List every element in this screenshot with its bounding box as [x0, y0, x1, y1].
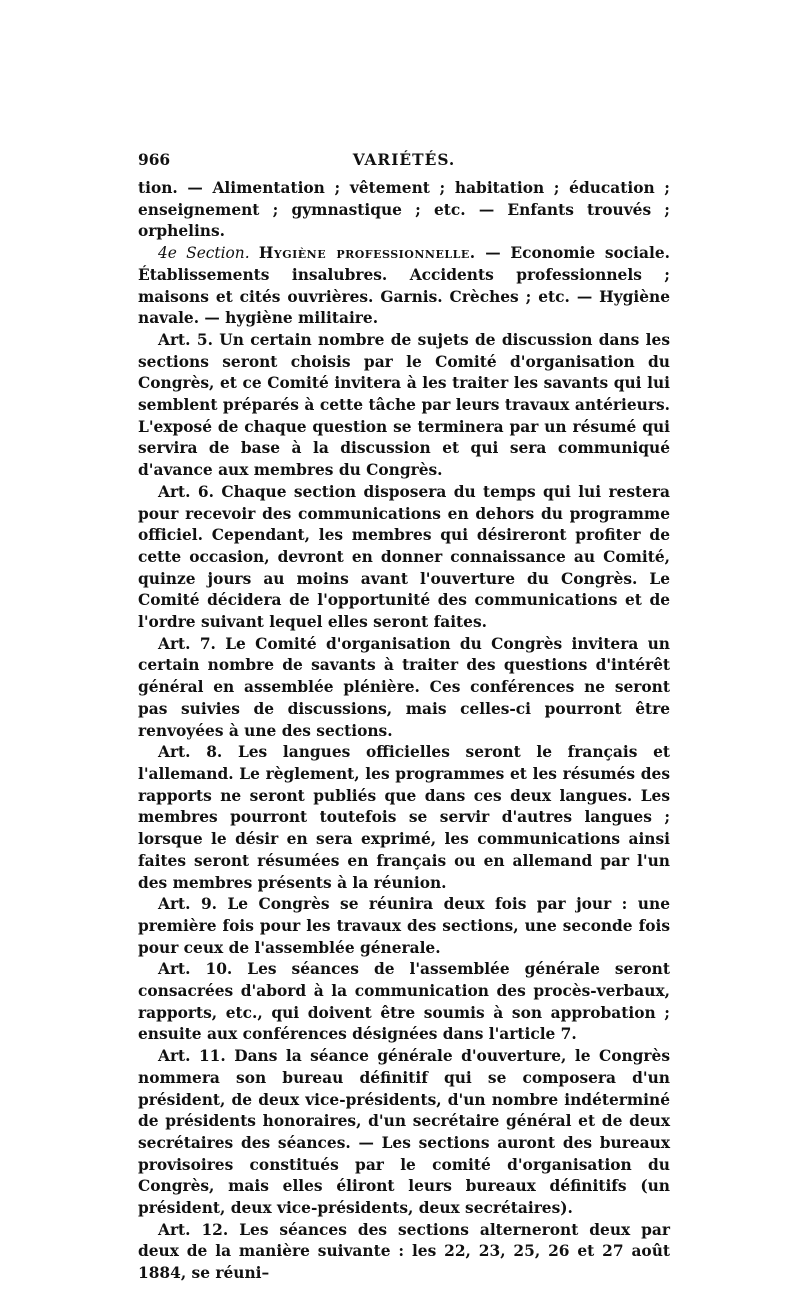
paragraph-text: Le Comité d'organisation du Congrès invitera un certain nombre de savants à traiter des questions d'intérêt général en assemblée plénière. Ces conférences ne seront pas suivies de discussions, mais celles-ci pourront être renvoyées à une des sections.	[138, 634, 670, 740]
paragraph-text: Chaque section disposera du temps qui lui restera pour recevoir des communications en dehors du programme officiel. Cependant, les membres qui désireront profiter de cette occasion, devront en donner connaissance au Comité, quinze jours au moins avant l'ouverture du Congrès. Le Comité décidera de l'opportunité des communications et de l'ordre suivant lequel elles seront faites.	[138, 482, 670, 632]
paragraph-text: Le Congrès se réunira deux fois par jour : une première fois pour les travaux des sections, une seconde fois pour ceux de l'assemblée génerale.	[138, 895, 670, 957]
article-label: Art. 10.	[158, 960, 248, 979]
paragraph-text: Les séances de l'assemblée générale seront consacrées d'abord à la communication des procès-verbaux, rapports, etc., qui doivent être soumis à son approbation ; ensuite aux conférences désignées dans l'article 7.	[138, 960, 670, 1044]
paragraph-article-8	[138, 742, 670, 894]
page-body	[138, 178, 670, 1285]
paragraph-article-11	[138, 1046, 670, 1220]
paragraph-article-6	[138, 482, 670, 634]
running-title: VARIÉTÉS.	[352, 151, 456, 169]
paragraph-section-4	[138, 243, 670, 330]
running-head	[138, 150, 670, 178]
article-label: Art. 6.	[158, 482, 222, 501]
article-label: Art. 8.	[158, 743, 238, 762]
section-title: Hygiène professionnelle.	[258, 244, 476, 263]
paragraph-article-10	[138, 959, 670, 1046]
paragraph-text: Les langues officielles seront le français et l'allemand. Le règlement, les programmes et les résumés des rapports ne seront publiés que dans ces deux langues. Les membres pourront toutefois se servir d'autres langues ; lorsque le désir en sera exprimé, les communications ainsi faites seront résumées en français ou en allemand par l'un des membres présents à la réunion.	[138, 743, 670, 892]
article-label: Art. 5.	[158, 330, 220, 349]
page-number: 966	[138, 151, 171, 169]
article-label: Art. 11.	[158, 1047, 235, 1066]
section-label: 4e Section.	[158, 244, 259, 263]
paragraph-text: — Economie sociale. Établissements insalubres. Accidents professionnels ; maisons et cités ouvrières. Garnis. Crèches ; etc. — Hygiène navale. — hygiène militaire.	[138, 244, 670, 328]
paragraph-text: Les séances des sections alterneront deux par deux de la manière suivante : les 22, 23, 25, 26 et 27 août 1884, se réuni–	[138, 1220, 670, 1283]
article-label: Art. 7.	[158, 634, 226, 653]
paragraph-article-7	[138, 634, 670, 743]
paragraph-article-9	[138, 894, 670, 959]
paragraph-text: Dans la séance générale d'ouverture, le Congrès nommera son bureau définitif qui se composera d'un président, de deux vice-présidents, d'un nombre indéterminé de présidents honoraires, d'un secrétaire général et de deux secrétaires des séances. — Les sections auront des bureaux provisoires constitués par le comité d'organisation du Congrès, mais elles éliront leurs bureaux définitifs (un président, deux vice-présidents, deux secrétaires).	[138, 1047, 670, 1218]
paragraph-article-12	[138, 1220, 670, 1285]
paragraph-article-5	[138, 330, 670, 482]
paragraph-continuation: tion. — Alimentation ; vêtement ; habitation ; éducation ; enseignement ; gymnastique ; etc. — Enfants trouvés ; orphelins.	[138, 179, 670, 241]
article-label: Art. 9.	[158, 895, 228, 914]
book-page	[138, 150, 670, 1285]
paragraph-text: Un certain nombre de sujets de discussion dans les sections seront choisis par le Comité d'organisation du Congrès, et ce Comité invitera à les traiter les savants qui lui semblent préparés à cette tâche par leurs travaux antérieurs. L'exposé de chaque question se terminera par un résumé qui servira de base à la discussion et qui sera communiqué d'avance aux membres du Congrès.	[138, 330, 670, 480]
article-label: Art. 12.	[158, 1220, 240, 1239]
